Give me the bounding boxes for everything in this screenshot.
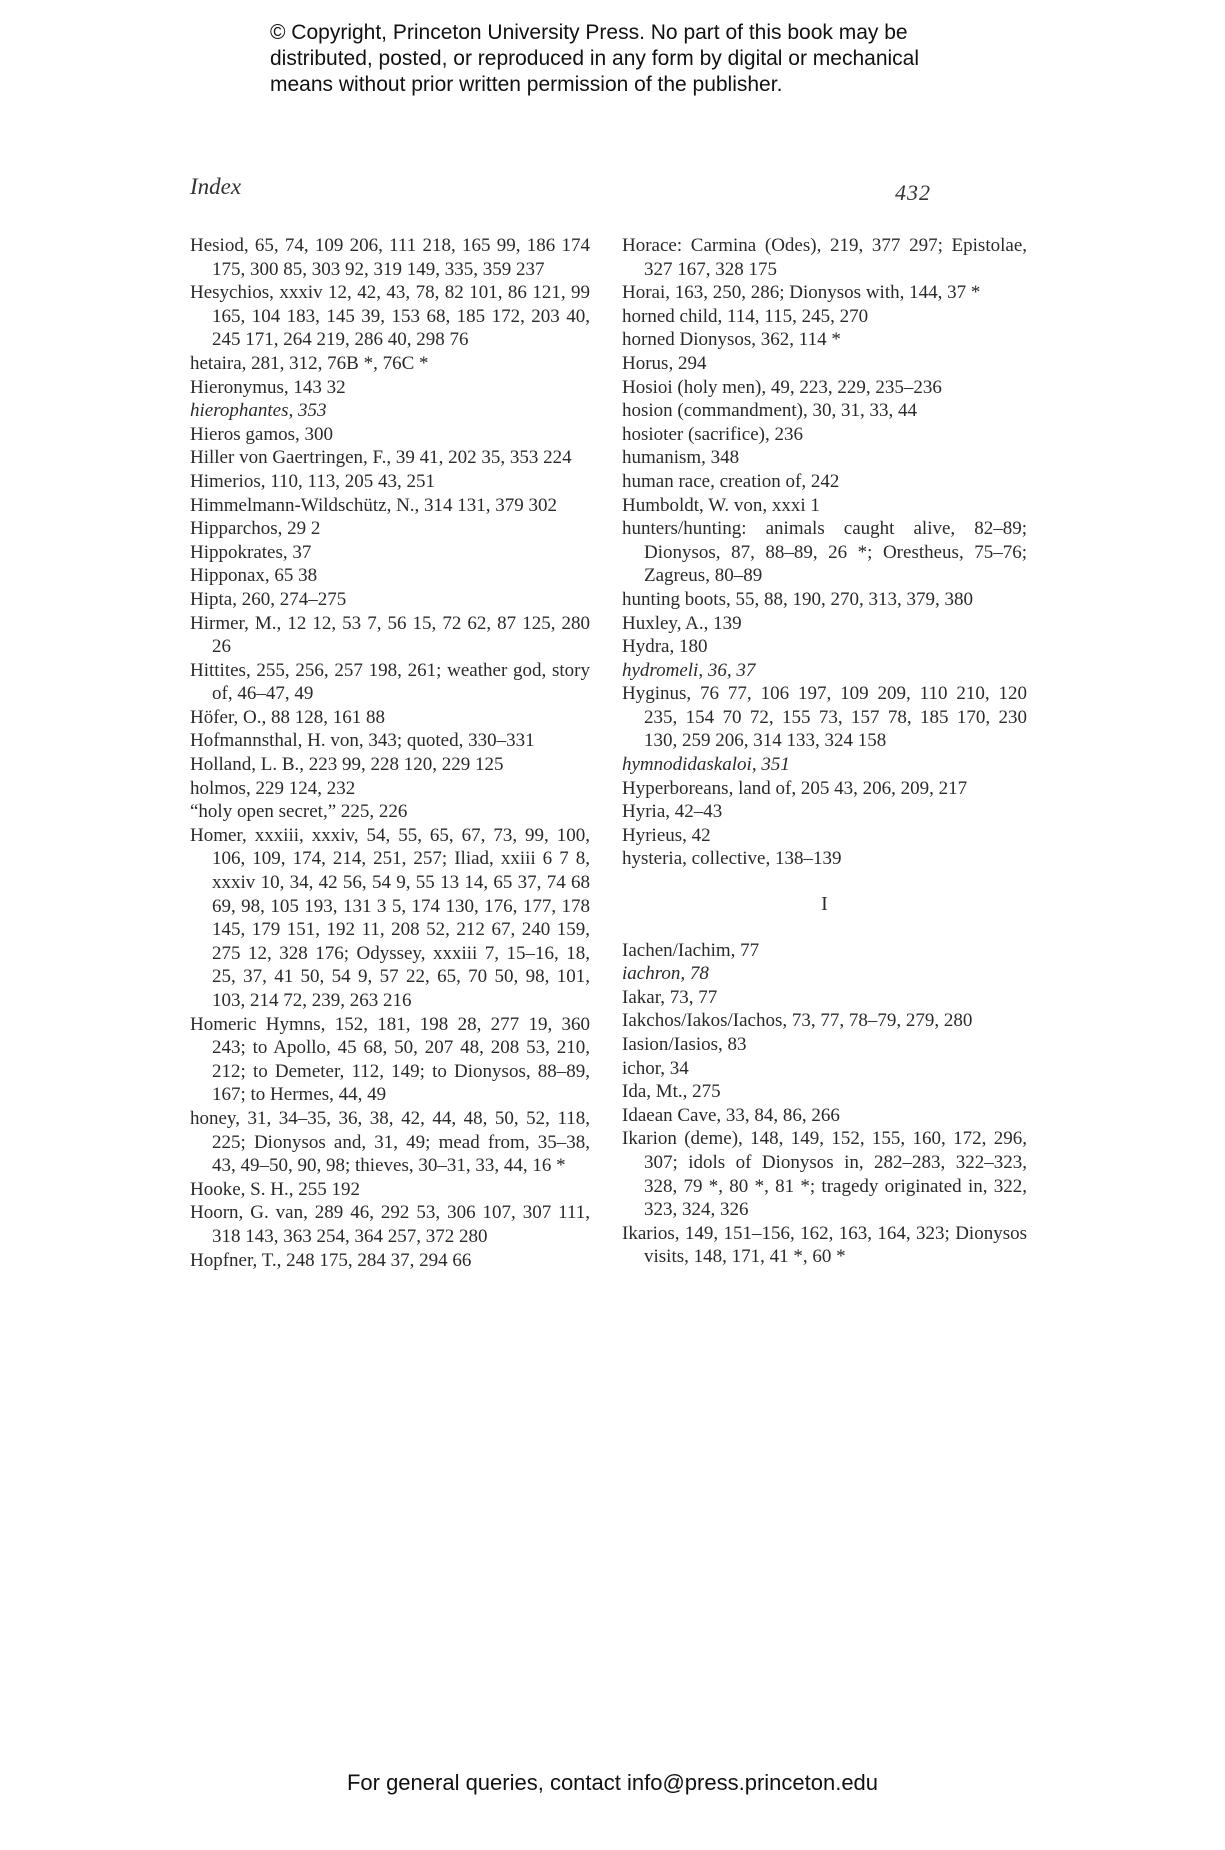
index-entry: Horai, 163, 250, 286; Dionysos with, 144, 37 * [622, 282, 981, 304]
index-entry: hosion (commandment), 30, 31, 33, 44 [622, 400, 917, 422]
index-entry: Ikarios, 149, 151–156, 162, 163, 164, 323; Dionysos visits, 148, 171, 41 *, 60 * [622, 1222, 1027, 1268]
index-entry: Idaean Cave, 33, 84, 86, 266 [622, 1104, 840, 1126]
index-entry: Himerios, 110, 113, 205 43, 251 [190, 470, 436, 492]
index-entry: Hieros gamos, 300 [190, 423, 334, 445]
index-entry: Hittites, 255, 256, 257 198, 261; weather god, story of, 46–47, 49 [190, 659, 590, 705]
index-entry: Horace: Carmina (Odes), 219, 377 297; Epistolae, 327 167, 328 175 [622, 235, 1027, 280]
index-entry: human race, creation of, 242 [622, 470, 840, 492]
index-entry: horned child, 114, 115, 245, 270 [622, 305, 869, 327]
index-entry: hydromeli, 36, 37 [622, 659, 756, 681]
index-entry: Iakar, 73, 77 [622, 986, 718, 1008]
index-entry: Himmelmann-Wildschütz, N., 314 131, 379 302 [190, 494, 558, 516]
index-entry: Hesychios, xxxiv 12, 42, 43, 78, 82 101, 86 121, 99 165, 104 183, 145 39, 153 68, 185 172, 203 40, 245 171, 264 219, 286 40, 298 76 [190, 282, 590, 351]
index-entry: honey, 31, 34–35, 36, 38, 42, 44, 48, 50, 52, 118, 225; Dionysos and, 31, 49; mead from, 35–38, 43, 49–50, 90, 98; thieves, 30–31, 33, 44, 16 * [190, 1107, 590, 1177]
footer-contact: For general queries, contact info@press.princeton.edu [346, 1770, 879, 1795]
index-entry: Iasion/Iasios, 83 [622, 1034, 747, 1055]
index-entry: Huxley, A., 139 [622, 612, 742, 634]
running-title: Index [190, 174, 242, 199]
index-column-right [622, 234, 1027, 1269]
index-entry: Hesiod, 65, 74, 109 206, 111 218, 165 99, 186 174 175, 300 85, 303 92, 319 149, 335, 359 237 [190, 235, 590, 280]
index-entry: Humboldt, W. von, xxxi 1 [622, 494, 820, 516]
index-entry: hierophantes, 353 [190, 400, 327, 422]
index-entry: Hofmannsthal, H. von, 343; quoted, 330–331 [190, 730, 535, 752]
index-entry: Hooke, S. H., 255 192 [190, 1178, 360, 1200]
index-entry: Hoorn, G. van, 289 46, 292 53, 306 107, 307 111, 318 143, 363 254, 364 257, 372 280 [190, 1202, 590, 1247]
index-entry: hunters/hunting: animals caught alive, 82–89; Dionysos, 87, 88–89, 26 *; Orestheus, 75–76; Zagreus, 80–89 [622, 518, 1027, 587]
index-entry: humanism, 348 [622, 447, 740, 469]
index-entry: hetaira, 281, 312, 76B *, 76C * [190, 352, 429, 374]
index-entry: Homeric Hymns, 152, 181, 198 28, 277 19, 360 243; to Apollo, 45 68, 50, 207 48, 208 53, 210, 212; to Demeter, 112, 149; to Dionysos, 88–89, 167; to Hermes, 44, 49 [190, 1013, 590, 1106]
page-number: 432 [895, 180, 931, 205]
index-entry: hysteria, collective, 138–139 [622, 848, 842, 870]
index-entry: Hippokrates, 37 [190, 541, 312, 563]
index-entry: ichor, 34 [622, 1057, 689, 1079]
index-entry: Hopfner, T., 248 175, 284 37, 294 66 [190, 1249, 472, 1271]
index-entry: Hiller von Gaertringen, F., 39 41, 202 35, 353 224 [190, 447, 572, 469]
index-entry: Hieronymus, 143 32 [190, 376, 346, 398]
index-entry: Homer, xxxiii, xxxiv, 54, 55, 65, 67, 73, 99, 100, 106, 109, 174, 214, 251, 257; Iliad, xxiii 6 7 8, xxxiv 10, 34, 42 56, 54 9, 55 13 14, 65 37, 74 68 69, 98, 105 193, 131 3 5, 174 130, 176, 177, 178 145, 179 151, 192 11, 208 52, 212 67, 240 159, 275 12, 328 176; Odyssey, xxxiii 7, 15–16, 18, 25, 37, 41 50, 54 9, 57 22, 65, 70 50, 98, 101, 103, 214 72, 239, 263 216 [190, 824, 590, 1011]
index-entry: Iakchos/Iakos/Iachos, 73, 77, 78–79, 279, 280 [622, 1010, 973, 1032]
copyright-notice: © Copyright, Princeton University Press. No part of this book may be distributed, posted, or reproduced in any form by digital or mechanical means without prior written permission of the publisher. [270, 21, 920, 96]
index-entry: Horus, 294 [622, 352, 707, 374]
index-entry: horned Dionysos, 362, 114 * [622, 329, 841, 351]
index-entry: Höfer, O., 88 128, 161 88 [190, 706, 386, 728]
index-entry: hymnodidaskaloi, 351 [622, 754, 790, 776]
index-entry: Hyperboreans, land of, 205 43, 206, 209, 217 [622, 777, 968, 799]
index-entry: Hipparchos, 29 2 [190, 518, 321, 540]
index-column-left [190, 234, 590, 1272]
index-entry: hosioter (sacrifice), 236 [622, 423, 803, 445]
index-entry: Hosioi (holy men), 49, 223, 229, 235–236 [622, 376, 942, 398]
index-entry: Ikarion (deme), 148, 149, 152, 155, 160, 172, 296, 307; idols of Dionysos in, 282–283, 322–323, 328, 79 *, 80 *, 81 *; tragedy originated in, 322, 323, 324, 326 [622, 1128, 1027, 1221]
index-entry: Hirmer, M., 12 12, 53 7, 56 15, 72 62, 87 125, 280 26 [190, 612, 590, 658]
index-entry: Ida, Mt., 275 [622, 1081, 721, 1103]
index-entry: holmos, 229 124, 232 [190, 777, 356, 799]
index-entry: Iachen/Iachim, 77 [622, 939, 760, 961]
index-entry: “holy open secret,” 225, 226 [190, 801, 408, 823]
index-entry: Hydra, 180 [622, 636, 708, 658]
index-entry: Hipta, 260, 274–275 [190, 588, 347, 610]
index-entry: iachron, 78 [622, 963, 709, 985]
index-entry: Hyria, 42–43 [622, 801, 723, 823]
index-entry: Hipponax, 65 38 [190, 565, 318, 587]
index-entry: Hyginus, 76 77, 106 197, 109 209, 110 210, 120 235, 154 70 72, 155 73, 157 78, 185 170, 230 130, 259 206, 314 133, 324 158 [622, 683, 1027, 752]
index-entry: Hyrieus, 42 [622, 824, 711, 846]
index-entry: Holland, L. B., 223 99, 228 120, 229 125 [190, 754, 504, 776]
section-letter-heading: I [821, 893, 828, 916]
index-entry: hunting boots, 55, 88, 190, 270, 313, 379, 380 [622, 588, 973, 610]
